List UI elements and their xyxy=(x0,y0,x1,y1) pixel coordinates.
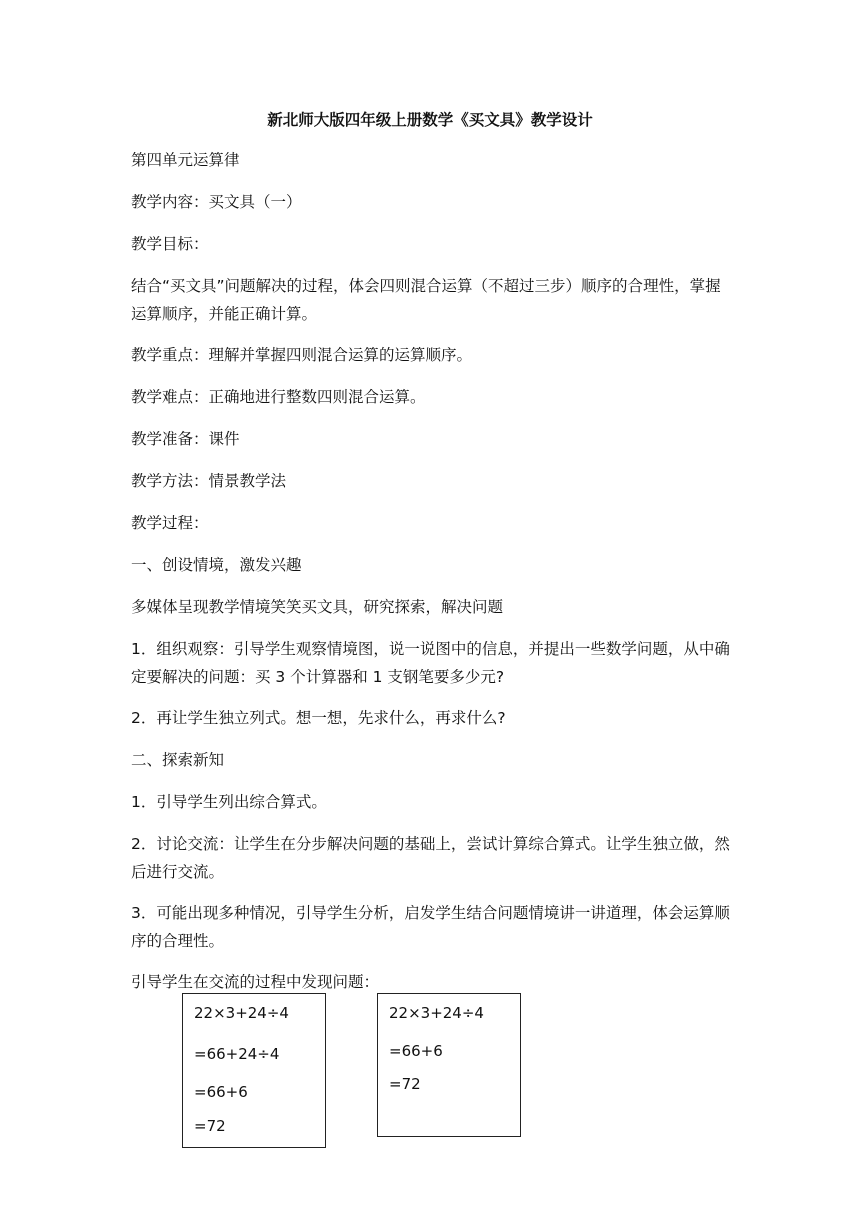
explore-step-2: 2．讨论交流：让学生在分步解决问题的基础上，尝试计算综合算式。让学生独立做，然后进行交流。 xyxy=(131,835,730,881)
teaching-key-point: 教学重点：理解并掌握四则混合运算的运算顺序。 xyxy=(131,346,473,364)
explore-step-3: 3．可能出现多种情况，引导学生分析，启发学生结合问题情境讲一讲道理，体会运算顺序的合理性。 xyxy=(131,904,730,950)
calculation-line: =66+6 xyxy=(194,1083,248,1101)
teaching-goals-label: 教学目标： xyxy=(131,235,209,253)
teaching-goals-text: 结合“买文具”问题解决的过程，体会四则混合运算（不超过三步）顺序的合理性，掌握运算顺序，并能正确计算。 xyxy=(131,277,721,323)
calculation-box-1 xyxy=(182,993,326,1148)
explore-step-1: 1．引导学生列出综合算式。 xyxy=(131,793,327,811)
unit-line: 第四单元运算律 xyxy=(131,151,240,169)
calculation-line: 22×3+24÷4 xyxy=(389,1004,484,1022)
teaching-preparation: 教学准备：课件 xyxy=(131,430,240,448)
section-heading-1: 一、创设情境，激发兴趣 xyxy=(131,556,302,574)
teaching-method: 教学方法：情景教学法 xyxy=(131,472,287,490)
calculation-line: =66+24÷4 xyxy=(194,1045,280,1063)
calculation-box-2 xyxy=(377,993,521,1137)
document-title: 新北师大版四年级上册数学《买文具》教学设计 xyxy=(267,111,593,129)
calculation-line: =66+6 xyxy=(389,1042,443,1060)
section-heading-2: 二、探索新知 xyxy=(131,751,225,769)
teaching-difficulty: 教学难点：正确地进行整数四则混合运算。 xyxy=(131,388,426,406)
step-1-observe: 1．组织观察：引导学生观察情境图，说一说图中的信息，并提出一些数学问题，从中确定要解决的问题：买 3 个计算器和 1 支钢笔要多少元? xyxy=(131,640,730,686)
teaching-process-label: 教学过程： xyxy=(131,514,209,532)
multimedia-paragraph: 多媒体呈现教学情境笑笑买文具，研究探索，解决问题 xyxy=(131,598,504,616)
calculation-line: 22×3+24÷4 xyxy=(194,1004,289,1022)
calculation-line: =72 xyxy=(389,1075,421,1093)
step-2-independent: 2．再让学生独立列式。想一想，先求什么，再求什么? xyxy=(131,709,506,727)
discover-problem-lead: 引导学生在交流的过程中发现问题： xyxy=(131,973,380,991)
calculation-line: =72 xyxy=(194,1117,226,1135)
teaching-content: 教学内容：买文具（一） xyxy=(131,193,302,211)
